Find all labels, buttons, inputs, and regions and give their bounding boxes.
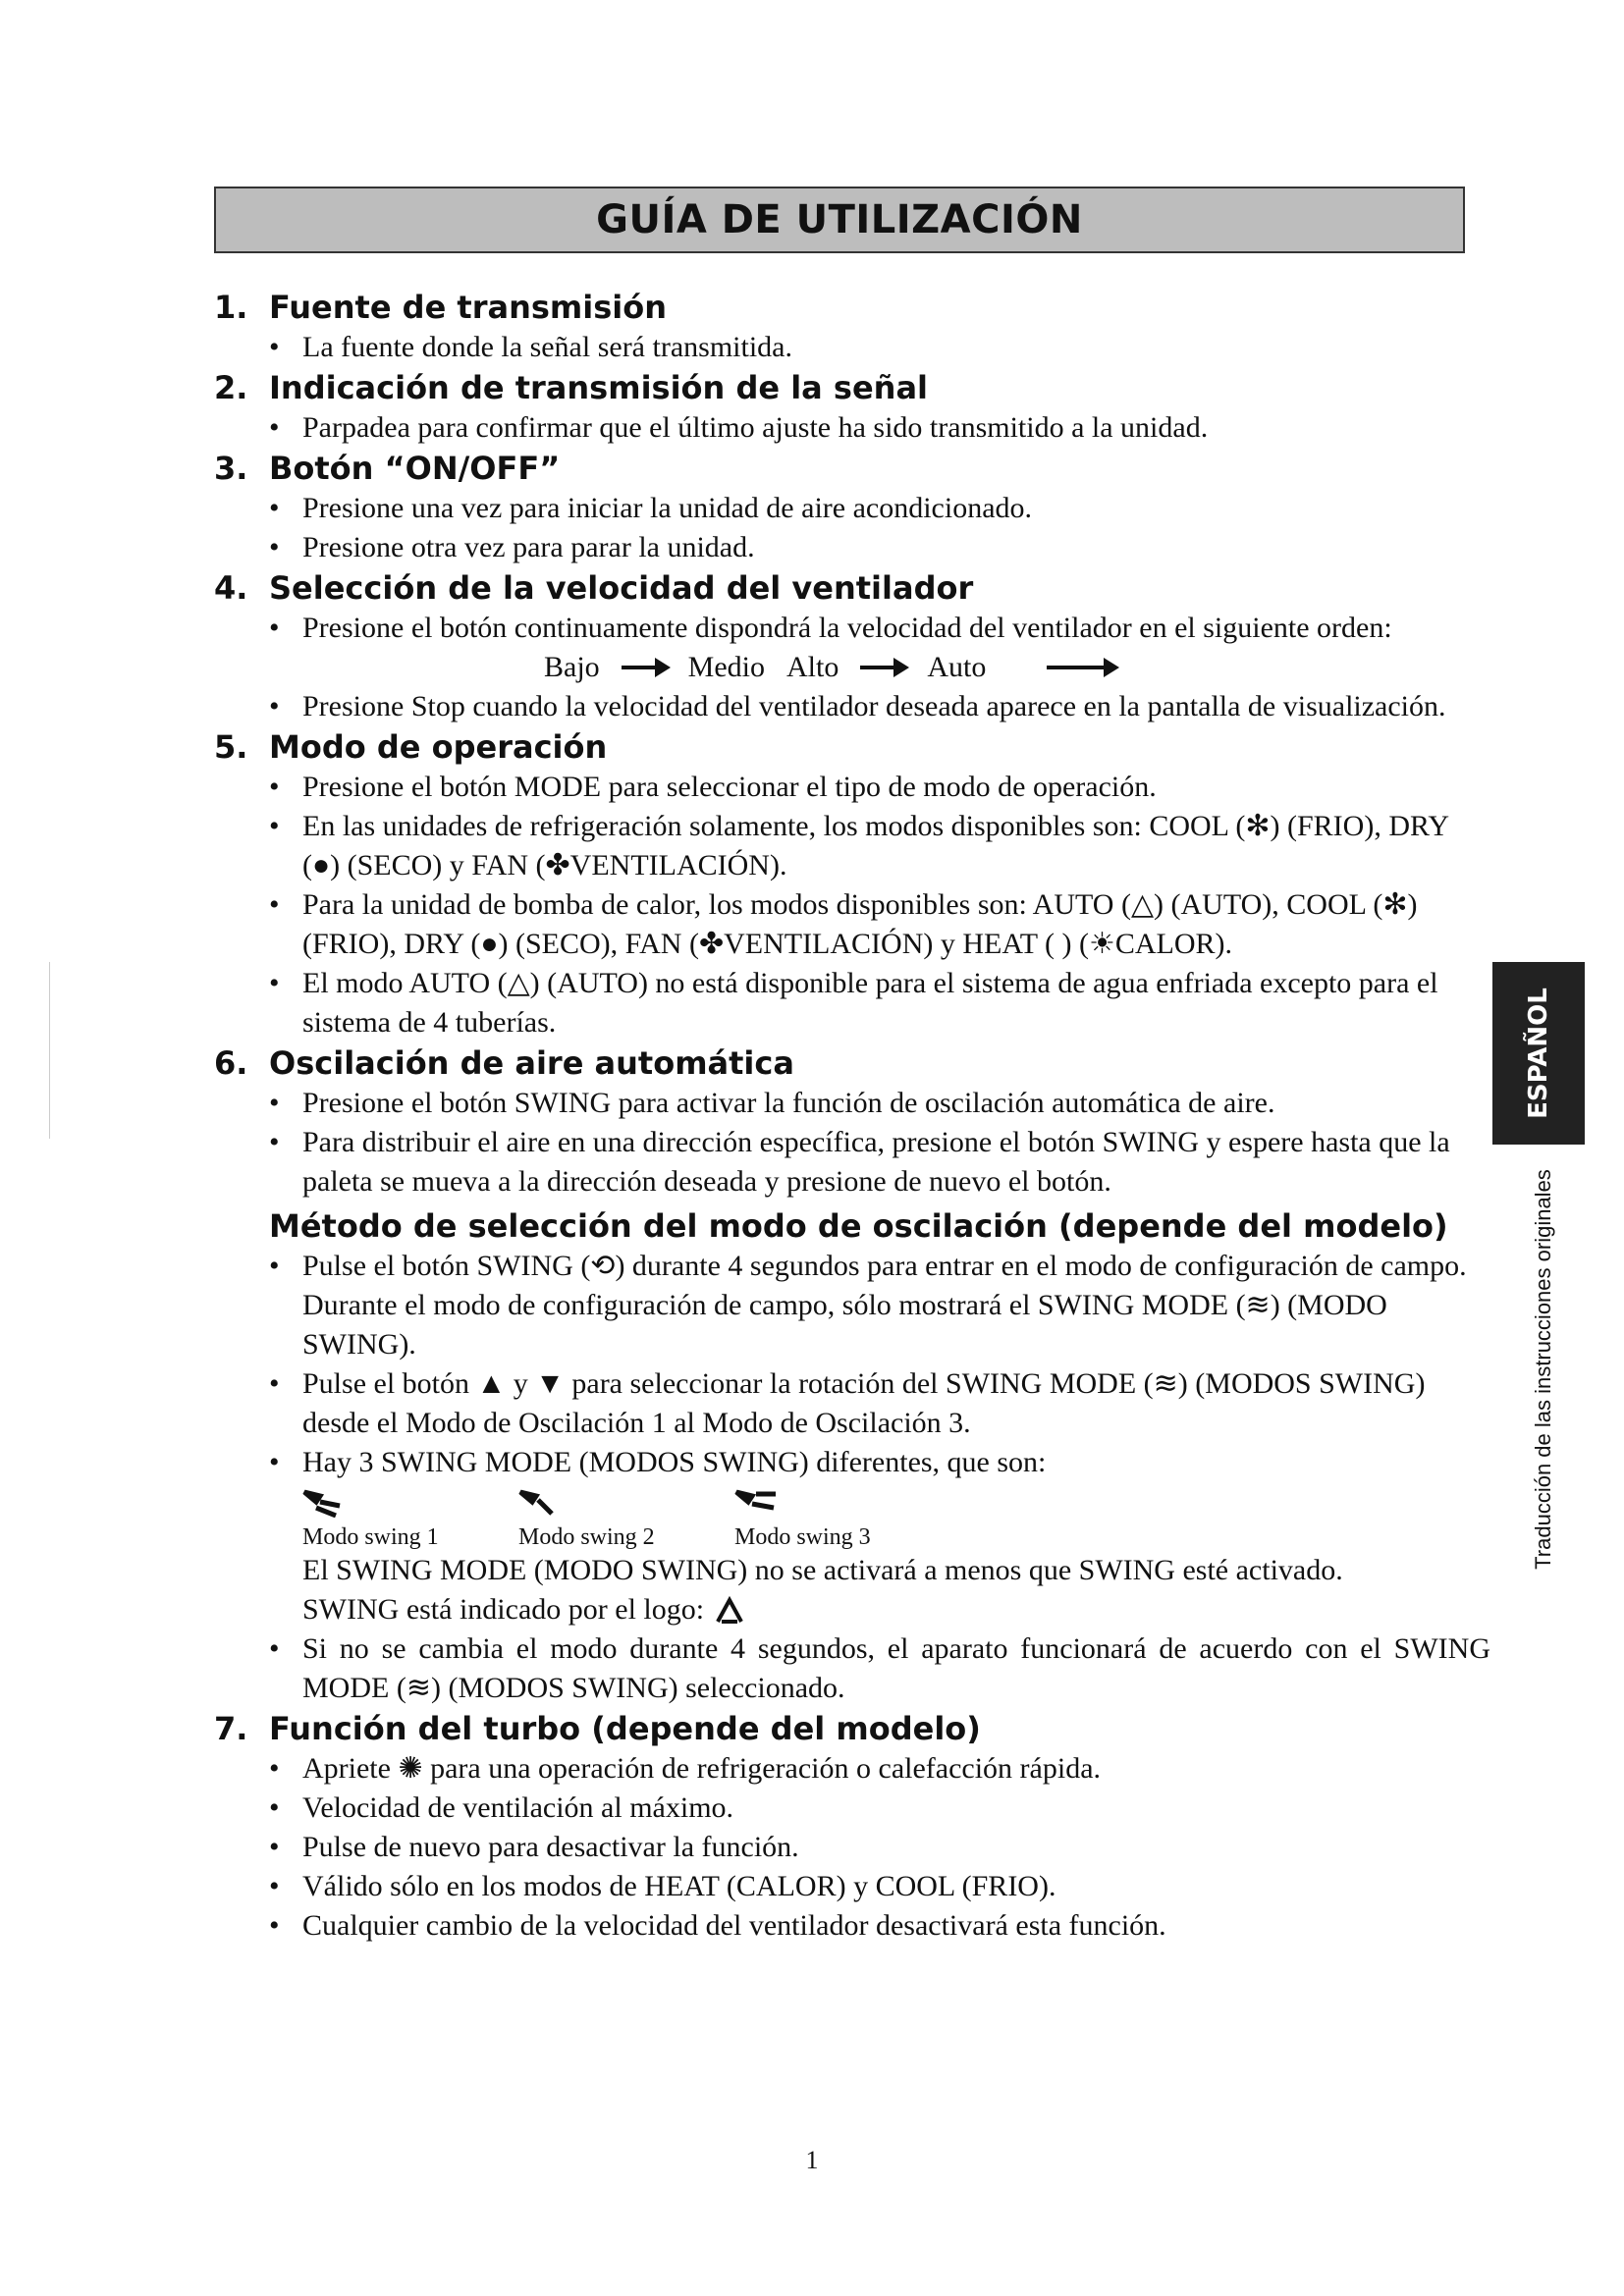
swing-mode-3-icon	[734, 1488, 778, 1518]
speed-auto: Auto	[927, 651, 987, 683]
list-item: • Pulse el botón SWING (⟲) durante 4 segundos para entrar en el modo de configuración de campo. Durante el modo de configuración de campo, sólo mostrará el SWING MODE (≋) (MODO SWING).	[269, 1247, 1490, 1364]
speed-low: Bajo	[544, 651, 600, 683]
section-heading: 5. Modo de operación	[214, 728, 608, 766]
title-box	[214, 187, 1465, 253]
swing-note-1: El SWING MODE (MODO SWING) no se activará a menos que SWING esté activado.	[302, 1554, 1343, 1586]
section-heading: 3. Botón “ON/OFF”	[214, 450, 561, 487]
section-heading: 7. Función del turbo (depende del modelo)	[214, 1710, 981, 1747]
speed-high: Alto	[786, 651, 839, 683]
list-item: • Pulse de nuevo para desactivar la función.	[269, 1828, 1490, 1867]
swing-mode-3: Modo swing 3	[734, 1488, 901, 1551]
list-item: • Parpadea para confirmar que el último ajuste ha sido transmitido a la unidad.	[269, 408, 1490, 448]
list-item: • Presione Stop cuando la velocidad del ventilador deseada aparece en la pantalla de visualización.	[269, 687, 1490, 726]
section-heading: 2. Indicación de transmisión de la señal	[214, 369, 928, 406]
margin-line	[49, 962, 50, 1139]
list-item: • Apriete ✺ para una operación de refrigeración o calefacción rápida.	[269, 1749, 1490, 1789]
list-item: • La fuente donde la señal será transmitida.	[269, 328, 1490, 367]
section-heading: 4. Selección de la velocidad del ventilador	[214, 569, 974, 607]
page-number: 1	[805, 2146, 819, 2174]
list-item: • Para la unidad de bomba de calor, los modos disponibles son: AUTO (△) (AUTO), COOL (✻) (FRIO), DRY (●) (SECO), FAN (✤VENTILACIÓN) y HEAT ( ) (☀CALOR).	[269, 885, 1490, 964]
swing-mode-2: Modo swing 2	[518, 1488, 685, 1551]
speed-medium: Medio	[687, 651, 765, 683]
arrow-right-icon	[860, 666, 905, 669]
swing-modes	[302, 1488, 1490, 1551]
list-item: • Presione una vez para iniciar la unidad de aire acondicionado.	[269, 489, 1490, 528]
swing-mode-1: Modo swing 1	[302, 1488, 469, 1551]
list-item: • En las unidades de refrigeración solamente, los modos disponibles son: COOL (✻) (FRIO), DRY (●) (SECO) y FAN (✤VENTILACIÓN).	[269, 807, 1490, 885]
list-item: • Cualquier cambio de la velocidad del ventilador desactivará esta función.	[269, 1906, 1490, 1946]
arrow-right-icon	[1047, 666, 1115, 669]
content	[214, 287, 1490, 1946]
section-heading: 1. Fuente de transmisión	[214, 289, 668, 326]
swing-logo-icon	[712, 1596, 747, 1628]
list-item: • Velocidad de ventilación al máximo.	[269, 1789, 1490, 1828]
swing-mode-1-icon	[302, 1488, 346, 1518]
list-item: • Presione el botón MODE para seleccionar el tipo de modo de operación.	[269, 768, 1490, 807]
list-item: • Válido sólo en los modos de HEAT (CALOR) y COOL (FRIO).	[269, 1867, 1490, 1906]
subsection-heading: Método de selección del modo de oscilación (depende del modelo)	[269, 1207, 1448, 1245]
list-item: • Si no se cambia el modo durante 4 segundos, el aparato funcionará de acuerdo con el SWING MODE (≋) (MODOS SWING) seleccionado.	[269, 1629, 1490, 1708]
list-item: • Hay 3 SWING MODE (MODOS SWING) diferentes, que son:	[269, 1443, 1490, 1482]
language-tab: ESPAÑOL	[1492, 962, 1585, 1145]
fan-speed-sequence	[544, 648, 1490, 687]
swing-note-2: SWING está indicado por el logo:	[302, 1590, 1490, 1629]
section-heading: 6. Oscilación de aire automática	[214, 1044, 794, 1082]
translation-note: Traducción de las instrucciones originales	[1531, 1169, 1555, 1570]
list-item: • El modo AUTO (△) (AUTO) no está disponible para el sistema de agua enfriada excepto para el sistema de 4 tuberías.	[269, 964, 1490, 1042]
page-title: GUÍA DE UTILIZACIÓN	[596, 197, 1083, 242]
list-item: • Presione el botón continuamente dispondrá la velocidad del ventilador en el siguiente orden:	[269, 609, 1490, 648]
list-item: • Presione otra vez para parar la unidad.	[269, 528, 1490, 567]
list-item: • Presione el botón SWING para activar la función de oscilación automática de aire.	[269, 1084, 1490, 1123]
arrow-right-icon	[622, 666, 667, 669]
swing-mode-2-icon	[518, 1488, 562, 1518]
list-item: • Pulse el botón ▲ y ▼ para seleccionar la rotación del SWING MODE (≋) (MODOS SWING) desde el Modo de Oscilación 1 al Modo de Oscilación 3.	[269, 1364, 1490, 1443]
list-item: • Para distribuir el aire en una dirección específica, presione el botón SWING y espere hasta que la paleta se mueva a la dirección deseada y presione de nuevo el botón.	[269, 1123, 1490, 1201]
